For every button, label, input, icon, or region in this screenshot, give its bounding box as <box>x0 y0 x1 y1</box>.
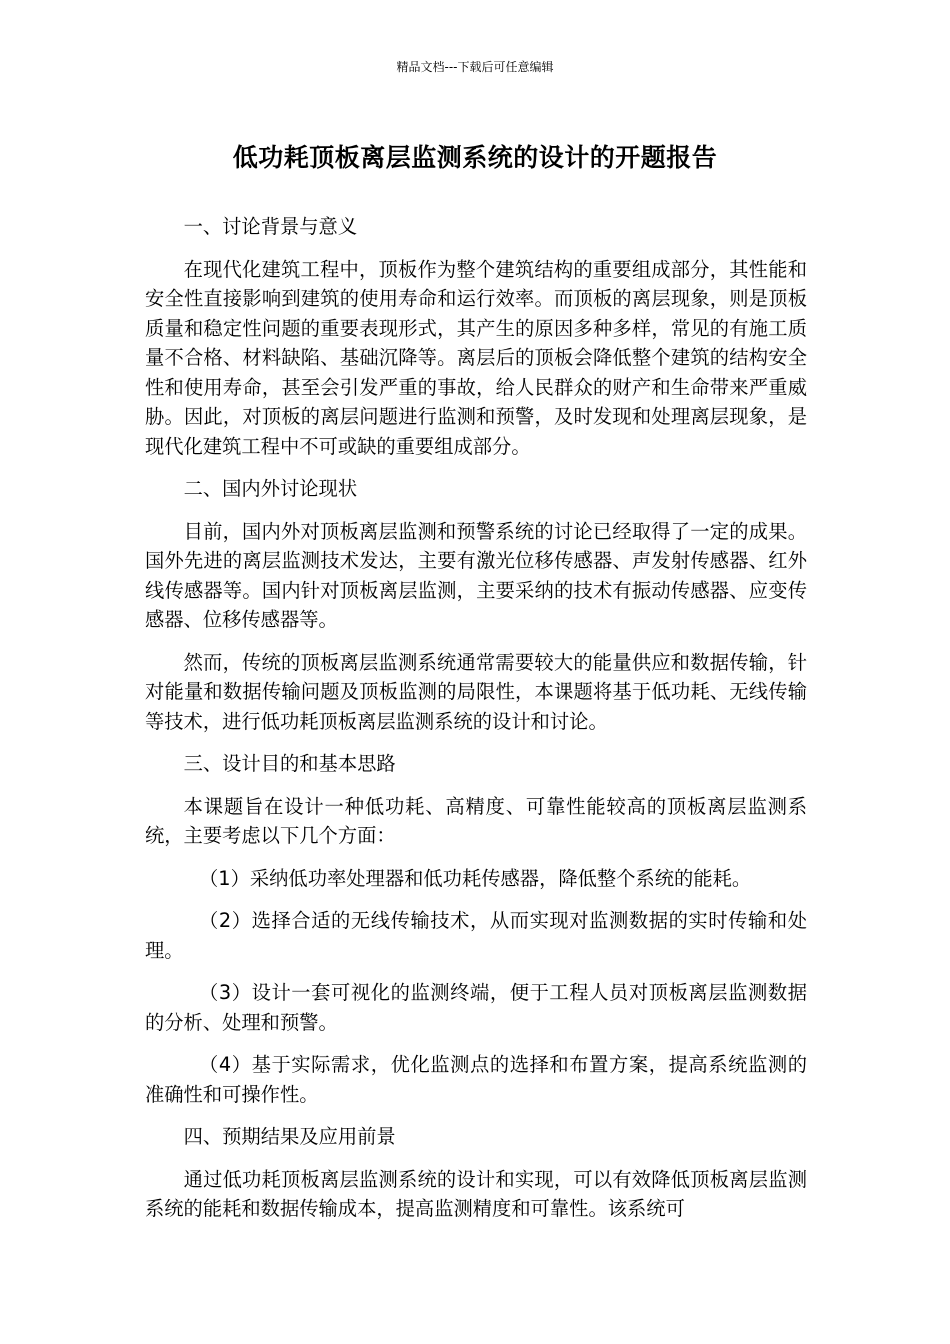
document-body <box>145 212 807 1237</box>
page-header-watermark: 精品文档---下载后可任意编辑 <box>396 60 554 74</box>
section-heading-expected-results: 四、预期结果及应用前景 <box>183 1125 396 1148</box>
section-heading-design-goals: 三、设计目的和基本思路 <box>183 752 396 775</box>
paragraph-expected-results: 通过低功耗顶板离层监测系统的设计和实现，可以有效降低顶板离层监测系统的能耗和数据传输成本，提高监测精度和可靠性。该系统可 <box>145 1167 807 1220</box>
section-heading-status: 二、国内外讨论现状 <box>183 477 358 500</box>
paragraph-status-1: 目前，国内外对顶板离层监测和预警系统的讨论已经取得了一定的成果。国外先进的离层监测技术发达，主要有激光位移传感器、声发射传感器、红外线传感器等。国内针对顶板离层监测，主要采纳的技术有振动传感器、应变传感器、位移传感器等。 <box>145 519 807 631</box>
list-item-3: （3）设计一套可视化的监测终端，便于工程人员对顶板离层监测数据的分析、处理和预警。 <box>145 981 807 1034</box>
section-heading-background: 一、讨论背景与意义 <box>183 215 358 238</box>
paragraph-status-2: 然而，传统的顶板离层监测系统通常需要较大的能量供应和数据传输，针对能量和数据传输问题及顶板监测的局限性，本课题将基于低功耗、无线传输等技术，进行低功耗顶板离层监测系统的设计和讨论。 <box>145 650 807 733</box>
paragraph-design-goals: 本课题旨在设计一种低功耗、高精度、可靠性能较高的顶板离层监测系统，主要考虑以下几个方面： <box>145 794 807 847</box>
list-item-4: （4）基于实际需求，优化监测点的选择和布置方案，提高系统监测的准确性和可操作性。 <box>145 1053 807 1106</box>
document-title: 低功耗顶板离层监测系统的设计的开题报告 <box>232 143 718 172</box>
list-item-1: （1）采纳低功率处理器和低功耗传感器，降低整个系统的能耗。 <box>199 866 752 890</box>
paragraph-background: 在现代化建筑工程中，顶板作为整个建筑结构的重要组成部分，其性能和安全性直接影响到建筑的使用寿命和运行效率。而顶板的离层现象，则是顶板质量和稳定性问题的重要表现形式，其产生的原因多种多样，常见的有施工质量不合格、材料缺陷、基础沉降等。离层后的顶板会降低整个建筑的结构安全性和使用寿命，甚至会引发严重的事故，给人民群众的财产和生命带来严重威胁。因此，对顶板的离层问题进行监测和预警，及时发现和处理离层现象，是现代化建筑工程中不可或缺的重要组成部分。 <box>145 257 807 458</box>
list-item-2: （2）选择合适的无线传输技术，从而实现对监测数据的实时传输和处理。 <box>145 909 807 962</box>
